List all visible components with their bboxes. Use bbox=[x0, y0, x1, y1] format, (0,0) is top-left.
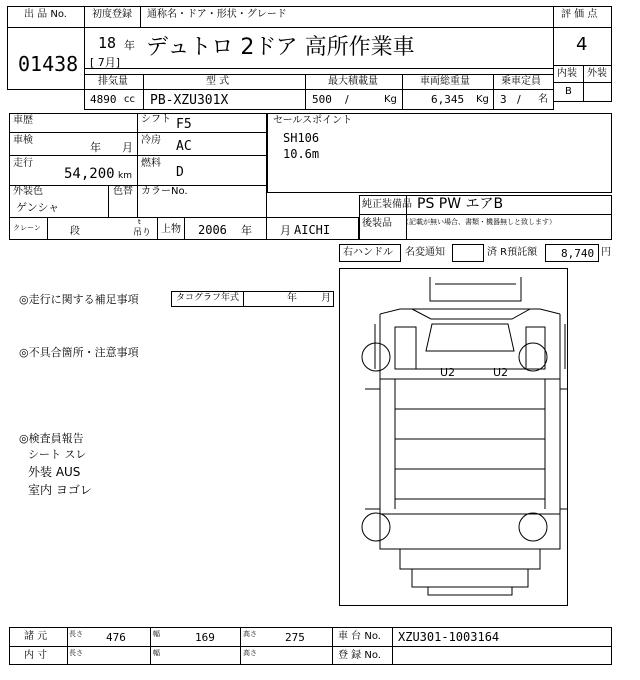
model-label: 型 式 bbox=[206, 76, 230, 87]
displacement-label: 排気量 bbox=[98, 76, 128, 87]
tax-label: 済 R預託額 bbox=[487, 247, 538, 258]
inspection-year: 年 bbox=[90, 141, 101, 154]
reg-year-unit: 年 bbox=[124, 39, 135, 52]
mileage-unit: km bbox=[118, 171, 132, 181]
notice-label: 名変通知 bbox=[405, 247, 445, 258]
tacho-year-unit: 年 bbox=[287, 293, 297, 304]
height-value: 275 bbox=[285, 631, 305, 644]
equipment-label: 純正装備品 bbox=[362, 199, 412, 210]
interior-label: 内装 bbox=[557, 68, 577, 79]
tax-unit: 円 bbox=[601, 247, 611, 258]
max-load-value: 500 bbox=[312, 93, 332, 106]
max-load-label: 最大積載量 bbox=[328, 76, 378, 87]
inspector-line-3: 室内 ヨゴレ bbox=[28, 483, 92, 497]
tax-amount: 8,740 bbox=[561, 247, 595, 260]
name-header: 通称名・ドア・形状・グレード bbox=[147, 9, 287, 20]
sales-point-1: SH106 bbox=[283, 131, 320, 145]
width-label: 幅 bbox=[153, 630, 160, 638]
inspector-line-2: 外装 AUS bbox=[28, 465, 81, 479]
wheel-rear-left bbox=[362, 513, 390, 541]
gross-weight-label: 車両総重量 bbox=[420, 76, 470, 87]
interior-grade: B bbox=[565, 86, 572, 97]
capacity-value: 3 bbox=[500, 93, 507, 106]
wheel-rear-right bbox=[519, 513, 547, 541]
aftermarket-note: （記載が無い場合、書類・機器無しと致します） bbox=[402, 218, 556, 226]
sales-point-2: 10.6m bbox=[283, 147, 320, 161]
damage-mark-left: U2 bbox=[440, 366, 456, 379]
eval-label: 評 価 点 bbox=[561, 9, 598, 20]
cab-roof bbox=[430, 277, 521, 301]
truck-diagram bbox=[340, 269, 567, 605]
chassis-value: XZU301-1003164 bbox=[398, 630, 500, 644]
aftermarket-label: 後装品 bbox=[362, 218, 392, 229]
windshield bbox=[412, 309, 530, 351]
height-label-2: 高さ bbox=[243, 649, 257, 657]
car-name: デュトロ 2ドア 高所作業車 bbox=[146, 35, 415, 60]
gross-weight-unit: Kg bbox=[476, 94, 489, 105]
rear-bumper bbox=[400, 549, 540, 595]
capacity-unit: 名 bbox=[538, 94, 548, 105]
supplement-label: ◎走行に関する補足事項 bbox=[19, 293, 139, 306]
fuel-value: D bbox=[176, 165, 184, 180]
tacho-month-unit: 月 bbox=[321, 293, 331, 304]
tacho-label: タコグラフ年式 bbox=[176, 293, 240, 303]
mileage-label: 走行 bbox=[13, 158, 33, 169]
max-load-sep: / bbox=[345, 93, 349, 106]
wheel-front-right bbox=[519, 343, 547, 371]
width-label-2: 幅 bbox=[153, 649, 160, 657]
damage-mark-right: U2 bbox=[493, 366, 509, 379]
crane-hoist: 吊り bbox=[133, 228, 152, 238]
reg-month: [ 7月] bbox=[90, 56, 121, 69]
lot-no-value: 01438 bbox=[18, 52, 79, 76]
chassis-frame bbox=[380, 379, 560, 549]
chassis-label: 車 台 No. bbox=[338, 631, 381, 642]
max-load-unit: Kg bbox=[384, 94, 397, 105]
crane-stage: 段 bbox=[70, 226, 80, 237]
ac-label: 冷房 bbox=[141, 135, 161, 146]
capacity-label: 乗車定員 bbox=[501, 76, 541, 87]
import-region: AICHI bbox=[294, 223, 331, 237]
import-year: 2006 bbox=[198, 223, 227, 237]
ac-value: AC bbox=[176, 139, 192, 154]
exterior-color-value: ゲンシャ bbox=[16, 201, 60, 214]
inspector-label: ◎検査員報告 bbox=[19, 432, 84, 445]
first-reg-label: 初度登録 bbox=[92, 9, 132, 20]
import-year-unit: 年 bbox=[241, 224, 252, 237]
height-label: 高さ bbox=[243, 630, 257, 638]
wheel-front-left bbox=[362, 343, 390, 371]
shift-value: F5 bbox=[176, 117, 192, 132]
defects-label: ◎不具合箇所・注意事項 bbox=[19, 346, 139, 359]
length-label-2: 長さ bbox=[69, 649, 83, 657]
eval-score: 4 bbox=[576, 34, 588, 55]
shift-label: シフト bbox=[141, 114, 171, 125]
displacement-value: 4890 bbox=[90, 93, 117, 106]
crane-ton: t bbox=[138, 218, 141, 226]
mileage-value: 54,200 bbox=[64, 166, 115, 182]
equipment-value: PS PW エアB bbox=[417, 196, 504, 212]
reg-label: 登 録 No. bbox=[338, 650, 381, 661]
dims-label: 内 寸 bbox=[24, 650, 48, 661]
right-hand-label: 右ハンドル bbox=[343, 247, 393, 258]
import-month-unit: 月 bbox=[280, 224, 291, 237]
model-value: PB-XZU301X bbox=[150, 93, 229, 108]
length-value: 476 bbox=[106, 631, 126, 644]
lot-no-label: 出 品 No. bbox=[24, 9, 67, 20]
displacement-unit: cc bbox=[124, 94, 135, 105]
exterior-label: 外装 bbox=[587, 68, 607, 79]
spec-label: 諸 元 bbox=[24, 631, 48, 642]
crane-label: クレーン bbox=[13, 224, 41, 232]
history-label: 車歴 bbox=[13, 115, 33, 126]
sales-points-label: セールスポイント bbox=[273, 115, 353, 126]
reg-year: 18 bbox=[98, 34, 117, 52]
color-no-label: 色替 bbox=[113, 186, 133, 197]
capacity-sep: / bbox=[517, 93, 521, 106]
inspection-month: 月 bbox=[122, 141, 133, 154]
gross-weight-value: 6,345 bbox=[431, 93, 465, 106]
inspector-line-1: シート スレ bbox=[28, 448, 87, 461]
import-label: 上物 bbox=[161, 224, 181, 235]
exterior-color-label: 外装色 bbox=[13, 186, 43, 197]
width-value: 169 bbox=[195, 631, 215, 644]
color-no-label2: カラーNo. bbox=[141, 186, 188, 197]
length-label: 長さ bbox=[69, 630, 83, 638]
inspection-label: 車検 bbox=[13, 135, 33, 146]
notice-box bbox=[452, 244, 484, 262]
fuel-label: 燃料 bbox=[141, 158, 161, 169]
